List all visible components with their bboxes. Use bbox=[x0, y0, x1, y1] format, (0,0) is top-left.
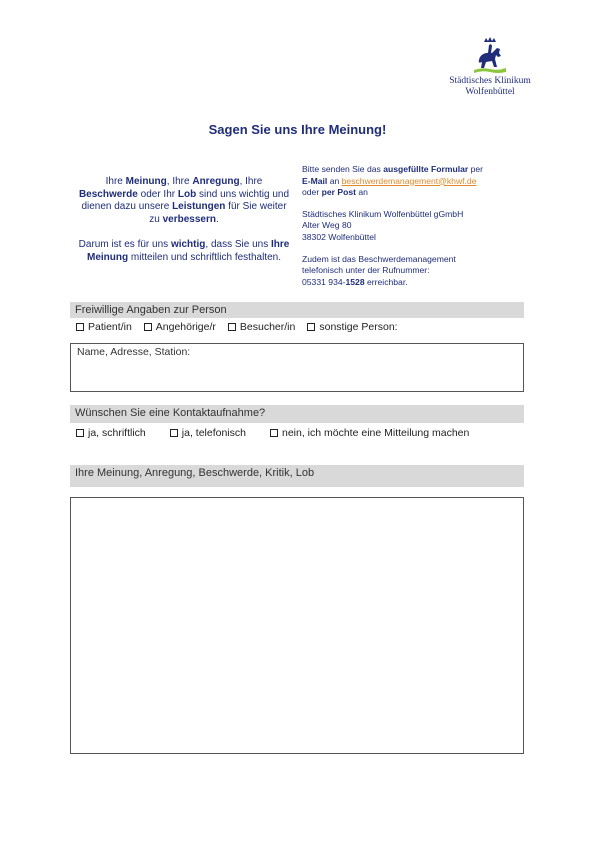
checkbox[interactable] bbox=[270, 429, 278, 437]
clinic-name-line1: Städtisches Klinikum bbox=[449, 76, 531, 86]
checkbox[interactable] bbox=[307, 323, 315, 331]
clinic-logo bbox=[444, 36, 536, 98]
checkbox[interactable] bbox=[76, 323, 84, 331]
option-no-contact[interactable]: nein, ich möchte eine Mitteilung machen bbox=[270, 427, 469, 439]
contact-info bbox=[302, 164, 532, 298]
name-address-field[interactable] bbox=[70, 343, 524, 392]
intro-paragraph-2: Darum ist es für uns wichtig, dass Sie uns Ihre Meinung mitteilen und schriftlich festhalten. bbox=[78, 239, 290, 263]
postal-address: Städtisches Klinikum Wolfenbüttel gGmbH Alter Weg 80 38302 Wolfenbüttel bbox=[302, 208, 464, 242]
phone-info: Zudem ist das Beschwerdemanagement telefonisch unter der Rufnummer: 05331 934-1528 erreichbar. bbox=[302, 253, 456, 287]
clinic-name-line2: Wolfenbüttel bbox=[465, 87, 515, 97]
option-relative[interactable]: Angehörige/r bbox=[144, 321, 216, 333]
checkbox[interactable] bbox=[170, 429, 178, 437]
section-opinion-header: Ihre Meinung, Anregung, Beschwerde, Kritik, Lob bbox=[70, 465, 524, 487]
option-patient[interactable]: Patient/in bbox=[76, 321, 132, 333]
contact-options bbox=[76, 427, 481, 439]
option-other-person[interactable]: sonstige Person: bbox=[307, 321, 397, 333]
horse-rider-icon bbox=[470, 36, 510, 76]
section-person-header: Freiwillige Angaben zur Person bbox=[70, 302, 524, 318]
intro-paragraph-1: Ihre Meinung, Ihre Anregung, Ihre Beschwerde oder Ihr Lob sind uns wichtig und dienen dazu unsere Leistungen für Sie weiter zu verbessern. bbox=[78, 176, 290, 225]
option-phone[interactable]: ja, telefonisch bbox=[170, 427, 246, 439]
contact-instructions: Bitte senden Sie das ausgefüllte Formular per E-Mail an beschwerdemanagement@khwf.de oder per Post an bbox=[302, 164, 484, 198]
checkbox[interactable] bbox=[76, 429, 84, 437]
opinion-text-field[interactable] bbox=[70, 497, 524, 754]
option-written[interactable]: ja, schriftlich bbox=[76, 427, 146, 439]
intro-text bbox=[76, 176, 292, 277]
option-visitor[interactable]: Besucher/in bbox=[228, 321, 295, 333]
checkbox[interactable] bbox=[144, 323, 152, 331]
email-link[interactable]: beschwerdemanagement@khwf.de bbox=[341, 175, 477, 186]
person-options bbox=[76, 321, 410, 333]
section-contact-header: Wünschen Sie eine Kontaktaufnahme? bbox=[70, 405, 524, 423]
name-address-label: Name, Adresse, Station: bbox=[77, 346, 191, 358]
page-title: Sagen Sie uns Ihre Meinung! bbox=[208, 122, 387, 137]
checkbox[interactable] bbox=[228, 323, 236, 331]
